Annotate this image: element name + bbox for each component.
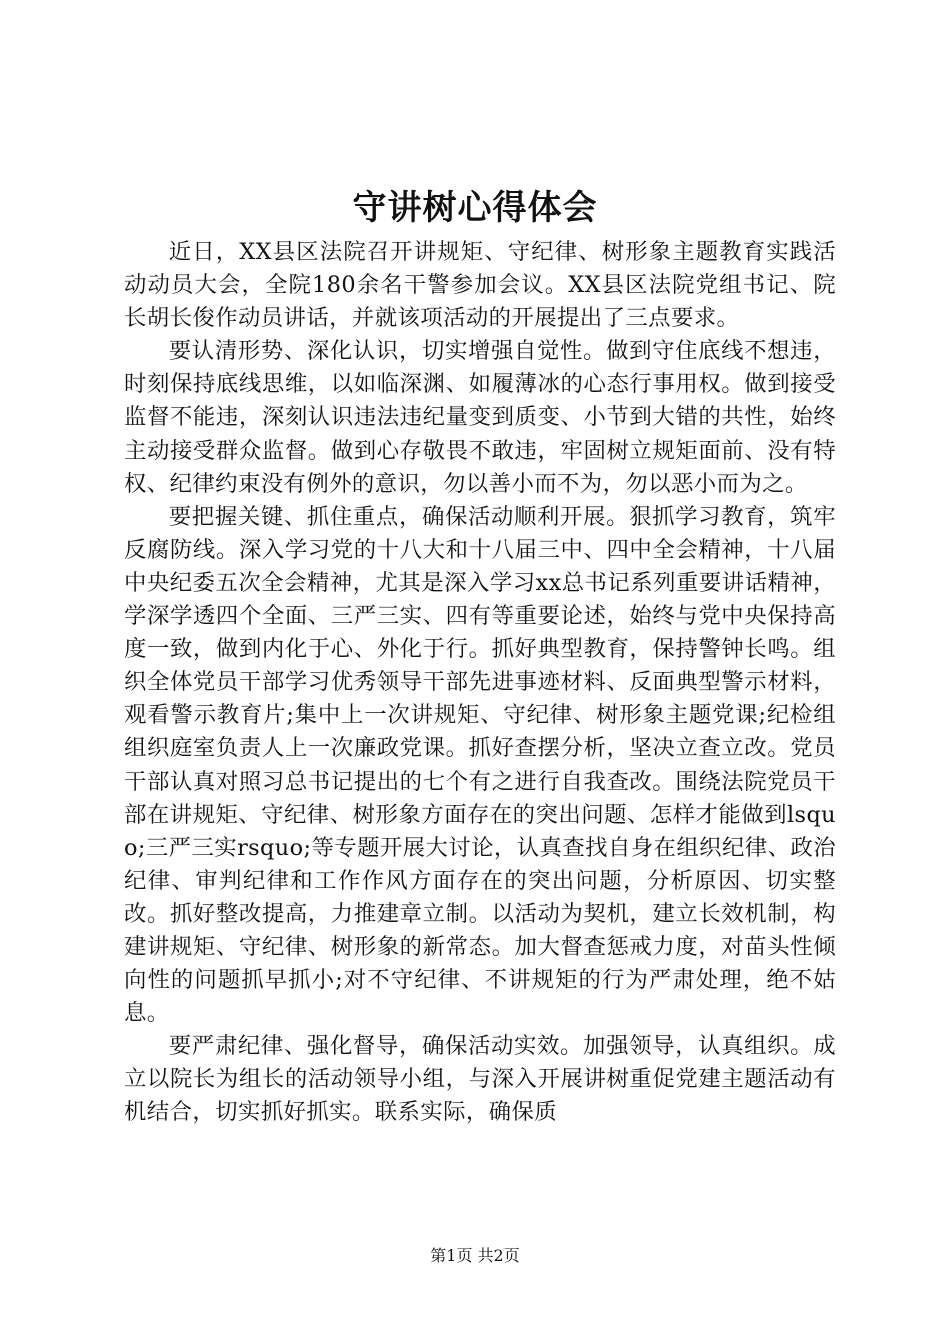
document-body [124, 236, 836, 1130]
paragraph-1: 近日，XX县区法院召开讲规矩、守纪律、树形象主题教育实践活动动员大会，全院180余名干警参加会议。XX县区法院党组书记、院长胡长俊作动员讲话，并就该项活动的开展提出了三点要求。 [124, 239, 836, 332]
page-number-footer: 第1页 共2页 [430, 1246, 520, 1265]
document-title: 守讲树心得体会 [352, 188, 598, 228]
paragraph-2: 要认清形势、深化认识，切实增强自觉性。做到守住底线不想违，时刻保持底线思维，以如临深渊、如履薄冰的心态行事用权。做到接受监督不能违，深刻认识违法违纪量变到质变、小节到大错的共性，始终主动接受群众监督。做到心存敬畏不敢违，牢固树立规矩面前、没有特权、纪律约束没有例外的意识，勿以善小而不为，勿以恶小而为之。 [124, 338, 836, 497]
paragraph-3: 要把握关键、抓住重点，确保活动顺利开展。狠抓学习教育，筑牢反腐防线。深入学习党的十八大和十八届三中、四中全会精神，十八届中央纪委五次全会精神，尤其是深入学习xx总书记系列重要讲话精神，学深学透四个全面、三严三实、四有等重要论述，始终与党中央保持高度一致，做到内化于心、外化于行。抓好典型教育，保持警钟长鸣。组织全体党员干部学习优秀领导干部先进事迹材料、反面典型警示材料，观看警示教育片;集中上一次讲规矩、守纪律、树形象主题党课;纪检组组织庭室负责人上一次廉政党课。抓好查摆分析，坚决立查立改。党员干部认真对照习总书记提出的七个有之进行自我查改。围绕法院党员干部在讲规矩、守纪律、树形象方面存在的突出问题、怎样才能做到lsquo;三严三实rsquo;等专题开展大讨论，认真查找自身在组织纪律、政治纪律、审判纪律和工作作风方面存在的突出问题，分析原因、切实整改。抓好整改提高，力推建章立制。以活动为契机，建立长效机制，构建讲规矩、守纪律、树形象的新常态。加大督查惩戒力度，对苗头性倾向性的问题抓早抓小;对不守纪律、不讲规矩的行为严肃处理，绝不姑息。 [124, 503, 836, 1027]
paragraph-4: 要严肃纪律、强化督导，确保活动实效。加强领导，认真组织。成立以院长为组长的活动领导小组，与深入开展讲树重促党建主题活动有机结合，切实抓好抓实。联系实际，确保质 [124, 1033, 836, 1126]
